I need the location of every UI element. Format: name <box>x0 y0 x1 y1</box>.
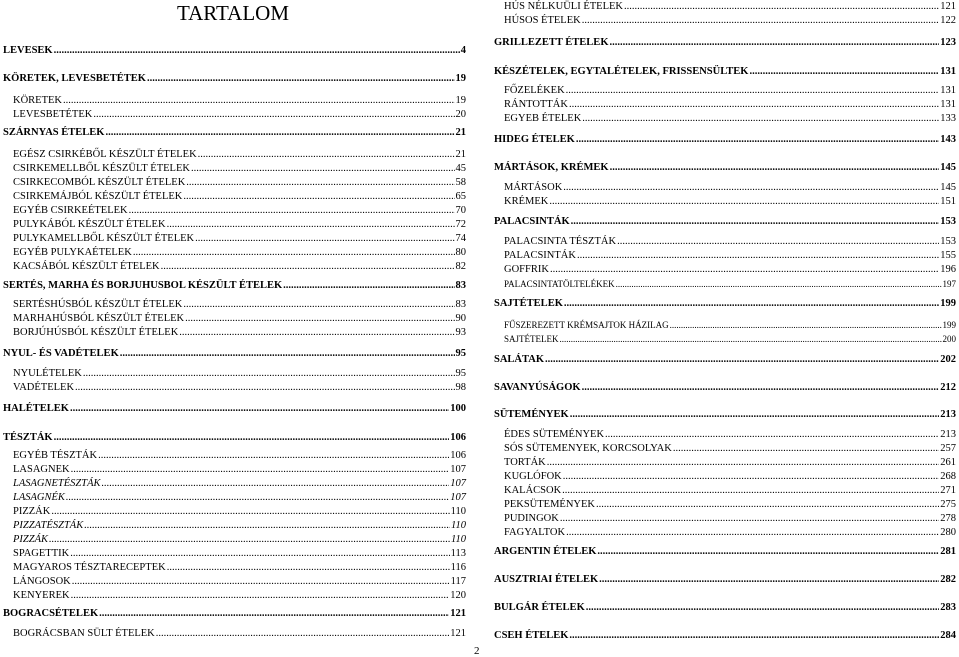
toc-leader-dots <box>70 403 449 415</box>
toc-entry-page-number: 82 <box>455 261 466 272</box>
toc-entry-page-number: 90 <box>455 313 466 324</box>
toc-entry-page-number: 110 <box>451 520 466 531</box>
toc-leader-dots <box>283 280 454 292</box>
toc-leader-dots <box>185 313 454 325</box>
toc-entry-page-number: 200 <box>942 334 956 344</box>
right-toc-entry[interactable] <box>504 182 956 194</box>
toc-leader-dots <box>51 506 449 518</box>
left-toc-entry[interactable] <box>13 233 466 245</box>
toc-entry-label: FŐZELÉKEK <box>504 85 565 96</box>
left-toc-entry[interactable] <box>13 520 466 532</box>
toc-entry-label: AUSZTRIAI ÉTELEK <box>494 574 599 585</box>
toc-entry-label: BULGÁR ÉTELEK <box>494 602 585 613</box>
toc-entry-page-number: 261 <box>940 457 956 468</box>
right-toc-entry[interactable] <box>504 99 956 111</box>
right-toc-entry[interactable] <box>504 113 956 125</box>
toc-leader-dots <box>105 127 454 139</box>
toc-leader-dots <box>560 333 942 345</box>
right-toc-entry[interactable] <box>504 471 956 483</box>
toc-leader-dots <box>616 278 942 290</box>
left-toc-entry[interactable] <box>3 432 466 444</box>
toc-leader-dots <box>63 95 455 107</box>
toc-entry-label: PALACSINTATÖLTELÉKEK <box>504 279 615 289</box>
toc-leader-dots <box>566 85 940 97</box>
toc-entry-label: SALÁTAK <box>494 354 544 365</box>
toc-entry-label: HÚSOS ÉTELEK <box>504 15 581 26</box>
toc-leader-dots <box>582 113 939 125</box>
toc-entry-page-number: 74 <box>455 233 466 244</box>
left-toc-entry[interactable] <box>3 73 466 85</box>
right-toc-entry[interactable] <box>504 499 956 511</box>
toc-entry-page-number: 121 <box>450 628 466 639</box>
right-toc-entry[interactable] <box>494 630 956 642</box>
toc-entry-page-number: 196 <box>940 264 956 275</box>
toc-leader-dots <box>66 492 449 504</box>
toc-entry-label: VADÉTELEK <box>13 382 75 393</box>
toc-entry-page-number: 107 <box>450 464 466 475</box>
toc-entry-page-number: 45 <box>455 163 466 174</box>
toc-entry-page-number: 95 <box>455 368 466 379</box>
toc-entry-label: PUDINGOK <box>504 513 559 524</box>
toc-entry-label: TORTÁK <box>504 457 546 468</box>
toc-leader-dots <box>99 608 449 620</box>
toc-entry-page-number: 131 <box>940 99 956 110</box>
right-toc-entry[interactable] <box>504 333 956 345</box>
toc-entry-label: KALÁCSOK <box>504 485 562 496</box>
toc-leader-dots <box>564 298 939 310</box>
left-toc-entry[interactable] <box>13 506 466 518</box>
toc-entry-page-number: 122 <box>940 15 956 26</box>
toc-entry-label: CSEH ÉTELEK <box>494 630 569 641</box>
toc-entry-label: SÜTEMÉNYEK <box>494 409 569 420</box>
toc-entry-label: MÁRTÁSOK <box>504 182 563 193</box>
toc-entry-page-number: 20 <box>455 109 466 120</box>
toc-leader-dots <box>673 443 939 455</box>
toc-entry-label: EGYEB ÉTELEK <box>504 113 582 124</box>
right-toc-entry[interactable] <box>504 429 956 441</box>
toc-leader-dots <box>54 432 450 444</box>
toc-entry-label: ÉDES SÜTEMÉNYEK <box>504 429 605 440</box>
toc-leader-dots <box>550 264 939 276</box>
toc-entry-page-number: 271 <box>940 485 956 496</box>
toc-entry-page-number: 19 <box>455 73 466 84</box>
left-toc-entry[interactable] <box>13 590 466 602</box>
toc-entry-page-number: 202 <box>940 354 956 365</box>
toc-leader-dots <box>569 99 939 111</box>
toc-entry-label: CSIRKEMELLBŐL KÉSZÜLT ÉTELEK <box>13 163 190 174</box>
left-toc-entry[interactable] <box>3 348 466 360</box>
right-toc-entry[interactable] <box>504 527 956 539</box>
toc-entry-page-number: 282 <box>940 574 956 585</box>
toc-entry-page-number: 4 <box>460 45 466 56</box>
left-toc-entry[interactable] <box>13 177 466 189</box>
toc-entry-page-number: 107 <box>450 492 466 503</box>
toc-leader-dots <box>547 457 939 469</box>
toc-entry-page-number: 21 <box>455 127 466 138</box>
toc-entry-page-number: 117 <box>450 576 466 587</box>
toc-entry-page-number: 145 <box>940 182 956 193</box>
toc-leader-dots <box>597 546 939 558</box>
right-toc-entry[interactable] <box>504 278 956 290</box>
left-toc-entry[interactable] <box>3 45 466 57</box>
toc-entry-label: LÁNGOSOK <box>13 576 71 587</box>
toc-leader-dots <box>183 299 454 311</box>
toc-entry-page-number: 155 <box>940 250 956 261</box>
left-toc-entry[interactable] <box>13 628 466 640</box>
toc-entry-label: LASAGNEK <box>13 464 70 475</box>
toc-entry-label: NYUL- ÉS VADÉTELEK <box>3 348 119 359</box>
toc-leader-dots <box>179 327 454 339</box>
toc-leader-dots <box>183 191 454 203</box>
toc-entry-label: BORJÚHÚSBÓL KÉSZÜLT ÉTELEK <box>13 327 179 338</box>
toc-entry-page-number: 113 <box>450 548 466 559</box>
toc-entry-page-number: 280 <box>940 527 956 538</box>
left-toc-entry[interactable] <box>13 205 466 217</box>
toc-entry-page-number: 98 <box>455 382 466 393</box>
toc-leader-dots <box>571 216 940 228</box>
right-toc-entry[interactable] <box>494 546 956 558</box>
toc-entry-label: SÓS SÜTEMENYEK, KORCSOLYAK <box>504 443 672 454</box>
toc-entry-label: KÖRETEK, LEVESBETÉTEK <box>3 73 146 84</box>
toc-entry-label: EGYÉB TÉSZTÁK <box>13 450 98 461</box>
toc-leader-dots <box>560 513 939 525</box>
left-toc-entry[interactable] <box>13 109 466 121</box>
toc-leader-dots <box>186 177 454 189</box>
left-toc-entry[interactable] <box>13 548 466 560</box>
left-toc-entry[interactable] <box>13 534 466 546</box>
toc-leader-dots <box>161 261 455 273</box>
toc-leader-dots <box>102 478 450 490</box>
right-toc-entry[interactable] <box>494 354 956 366</box>
toc-entry-label: MÁRTÁSOK, KRÉMEK <box>494 162 609 173</box>
left-toc-entry[interactable] <box>13 149 466 161</box>
right-toc-entry[interactable] <box>504 236 956 248</box>
right-toc-entry[interactable] <box>504 457 956 469</box>
toc-leader-dots <box>617 236 939 248</box>
toc-entry-label: SERTÉSHÚSBÓL KÉSZÜLT ÉTELEK <box>13 299 183 310</box>
left-toc-entry[interactable] <box>13 576 466 588</box>
toc-leader-dots <box>191 163 455 175</box>
right-toc-entry[interactable] <box>494 602 956 614</box>
toc-entry-page-number: 275 <box>940 499 956 510</box>
left-toc-entry[interactable] <box>3 127 466 139</box>
toc-entry-label: EGYÉB CSIRKEÉTELEK <box>13 205 128 216</box>
toc-leader-dots <box>167 219 455 231</box>
toc-leader-dots <box>84 520 450 532</box>
toc-entry-page-number: 145 <box>940 162 956 173</box>
toc-leader-dots <box>156 628 449 640</box>
right-toc-entry[interactable] <box>504 443 956 455</box>
toc-entry-page-number: 100 <box>450 403 466 414</box>
right-toc-entry[interactable] <box>504 1 956 13</box>
right-toc-entry[interactable] <box>494 382 956 394</box>
toc-entry-page-number: 21 <box>455 149 466 160</box>
toc-leader-dots <box>71 590 450 602</box>
toc-entry-label: KUGLÓFOK <box>504 471 562 482</box>
toc-entry-label: KRÉMEK <box>504 196 549 207</box>
right-toc-entry[interactable] <box>494 134 956 146</box>
toc-leader-dots <box>70 548 449 560</box>
toc-entry-page-number: 153 <box>940 216 956 227</box>
toc-entry-page-number: 106 <box>450 432 466 443</box>
toc-leader-dots <box>749 66 939 78</box>
toc-entry-page-number: 131 <box>940 85 956 96</box>
toc-entry-label: PIZZÁK <box>13 506 51 517</box>
toc-entry-label: SAVANYÚSÁGOK <box>494 382 581 393</box>
toc-entry-label: PULYKÁBÓL KÉSZÜLT ÉTELEK <box>13 219 166 230</box>
toc-entry-page-number: 268 <box>940 471 956 482</box>
left-toc-entry[interactable] <box>13 191 466 203</box>
left-toc-entry[interactable] <box>13 464 466 476</box>
toc-entry-page-number: 153 <box>940 236 956 247</box>
left-toc-entry[interactable] <box>13 313 466 325</box>
toc-entry-page-number: 121 <box>940 1 956 12</box>
toc-entry-label: FŰSZEREZETT KRÉMSAJTOK HÁZILAG <box>504 320 669 330</box>
toc-entry-page-number: 95 <box>455 348 466 359</box>
left-toc-entry[interactable] <box>13 382 466 394</box>
toc-leader-dots <box>98 450 449 462</box>
right-toc-entry[interactable] <box>504 513 956 525</box>
toc-entry-page-number: 80 <box>455 247 466 258</box>
toc-entry-label: EGÉSZ CSIRKÉBŐL KÉSZÜLT ÉTELEK <box>13 149 197 160</box>
toc-leader-dots <box>599 574 939 586</box>
right-toc-entry[interactable] <box>504 196 956 208</box>
left-toc-entry[interactable] <box>13 247 466 259</box>
right-toc-entry[interactable] <box>494 66 956 78</box>
toc-entry-label: PEKSÜTEMÉNYEK <box>504 499 595 510</box>
toc-entry-page-number: 72 <box>455 219 466 230</box>
toc-leader-dots <box>570 409 940 421</box>
left-toc-entry[interactable] <box>3 403 466 415</box>
toc-entry-label: KÉSZÉTELEK, EGYTALÉTELEK, FRISSENSÜLTEK <box>494 66 749 77</box>
toc-entry-label: EGYÉB PULYKAÉTELEK <box>13 247 132 258</box>
toc-entry-label: SPAGETTIK <box>13 548 70 559</box>
toc-entry-page-number: 278 <box>940 513 956 524</box>
left-toc-entry[interactable] <box>13 219 466 231</box>
toc-leader-dots <box>147 73 455 85</box>
toc-entry-page-number: 123 <box>940 37 956 48</box>
toc-leader-dots <box>670 319 942 331</box>
toc-entry-page-number: 120 <box>450 590 466 601</box>
toc-entry-page-number: 116 <box>450 562 466 573</box>
toc-entry-label: HIDEG ÉTELEK <box>494 134 575 145</box>
toc-entry-page-number: 106 <box>450 450 466 461</box>
toc-leader-dots <box>563 471 940 483</box>
toc-leader-dots <box>610 162 940 174</box>
toc-entry-page-number: 93 <box>455 327 466 338</box>
left-toc-entry[interactable] <box>13 450 466 462</box>
toc-leader-dots <box>49 534 450 546</box>
left-toc-entry[interactable] <box>13 492 466 504</box>
toc-entry-page-number: 133 <box>940 113 956 124</box>
right-toc-entry[interactable] <box>504 250 956 262</box>
left-toc-entry[interactable] <box>13 368 466 380</box>
left-toc-entry[interactable] <box>13 562 466 574</box>
toc-entry-page-number: 284 <box>940 630 956 641</box>
toc-leader-dots <box>120 348 455 360</box>
toc-entry-label: LEVESEK <box>3 45 53 56</box>
toc-entry-label: NYULÉTELEK <box>13 368 82 379</box>
right-toc-entry[interactable] <box>504 485 956 497</box>
toc-entry-label: HÚS NÉLKUÜLI ÉTELEK <box>504 1 623 12</box>
toc-leader-dots <box>609 37 939 49</box>
toc-entry-label: BOGRÁCSBAN SÜLT ÉTELEK <box>13 628 155 639</box>
toc-leader-dots <box>545 354 939 366</box>
toc-entry-page-number: 257 <box>940 443 956 454</box>
toc-entry-page-number: 83 <box>455 299 466 310</box>
toc-entry-label: SZÁRNYAS ÉTELEK <box>3 127 105 138</box>
toc-entry-page-number: 19 <box>455 95 466 106</box>
toc-leader-dots <box>72 576 450 588</box>
toc-entry-label: CSIRKEMÁJBÓL KÉSZÜLT ÉTELEK <box>13 191 183 202</box>
toc-entry-label: TÉSZTÁK <box>3 432 53 443</box>
toc-leader-dots <box>577 250 939 262</box>
toc-entry-label: SAJTÉTELEK <box>504 334 559 344</box>
toc-leader-dots <box>71 464 450 476</box>
toc-entry-label: PALACSINTA TÉSZTÁK <box>504 236 617 247</box>
toc-entry-page-number: 197 <box>942 279 956 289</box>
right-toc-entry[interactable] <box>494 216 956 228</box>
right-toc-entry[interactable] <box>504 15 956 27</box>
toc-entry-page-number: 131 <box>940 66 956 77</box>
toc-leader-dots <box>624 1 939 13</box>
toc-leader-dots <box>93 109 454 121</box>
toc-entry-page-number: 199 <box>940 298 956 309</box>
toc-entry-label: KACSÁBÓL KÉSZÜLT ÉTELEK <box>13 261 160 272</box>
right-toc-entry[interactable] <box>494 409 956 421</box>
toc-entry-label: PIZZATÉSZTÁK <box>13 520 84 531</box>
left-toc-entry[interactable] <box>13 478 466 490</box>
page-number: 2 <box>474 645 480 657</box>
toc-entry-label: SERTÉS, MARHA ÉS BORJUHUSBOL KÉSZÜLT ÉTELEK <box>3 280 283 291</box>
toc-entry-label: LEVESBETÉTEK <box>13 109 93 120</box>
toc-leader-dots <box>563 182 939 194</box>
right-toc-entry[interactable] <box>494 37 956 49</box>
toc-entry-label: LASAGNÉK <box>13 492 65 503</box>
toc-entry-page-number: 199 <box>942 320 956 330</box>
left-toc-entry[interactable] <box>3 280 466 292</box>
toc-entry-label: LASAGNETÉSZTÁK <box>13 478 101 489</box>
right-toc-entry[interactable] <box>504 264 956 276</box>
toc-leader-dots <box>586 602 940 614</box>
toc-entry-page-number: 283 <box>940 602 956 613</box>
toc-leader-dots <box>569 630 939 642</box>
page-title: TARTALOM <box>176 1 290 25</box>
toc-entry-page-number: 107 <box>450 478 466 489</box>
toc-entry-page-number: 70 <box>455 205 466 216</box>
toc-leader-dots <box>605 429 939 441</box>
toc-entry-label: MAGYAROS TÉSZTARECEPTEK <box>13 562 166 573</box>
toc-entry-page-number: 213 <box>940 429 956 440</box>
toc-entry-label: MARHAHÚSBÓL KÉSZÜLT ÉTELEK <box>13 313 185 324</box>
right-toc-entry[interactable] <box>504 319 956 331</box>
toc-entry-page-number: 143 <box>940 134 956 145</box>
left-toc-entry[interactable] <box>13 327 466 339</box>
toc-entry-label: GRILLEZETT ÉTELEK <box>494 37 609 48</box>
toc-entry-label: CSIRKECOMBÓL KÉSZÜLT ÉTELEK <box>13 177 186 188</box>
toc-leader-dots <box>129 205 455 217</box>
right-toc-entry[interactable] <box>504 85 956 97</box>
toc-entry-label: ARGENTIN ÉTELEK <box>494 546 597 557</box>
toc-entry-label: KENYEREK <box>13 590 70 601</box>
left-toc-entry[interactable] <box>3 608 466 620</box>
toc-entry-page-number: 151 <box>940 196 956 207</box>
toc-entry-page-number: 213 <box>940 409 956 420</box>
toc-leader-dots <box>195 233 454 245</box>
toc-leader-dots <box>562 485 939 497</box>
toc-entry-label: RÁNTOTTÁK <box>504 99 568 110</box>
left-toc-entry[interactable] <box>13 95 466 107</box>
toc-leader-dots <box>75 382 454 394</box>
left-toc-entry[interactable] <box>13 299 466 311</box>
right-toc-entry[interactable] <box>494 298 956 310</box>
toc-entry-label: HALÉTELEK <box>3 403 69 414</box>
toc-entry-page-number: 212 <box>940 382 956 393</box>
toc-entry-label: PIZZÁK <box>13 534 49 545</box>
toc-leader-dots <box>566 527 939 539</box>
toc-entry-label: SAJTÉTELEK <box>494 298 563 309</box>
toc-entry-page-number: 121 <box>450 608 466 619</box>
toc-leader-dots <box>83 368 455 380</box>
toc-entry-page-number: 281 <box>940 546 956 557</box>
toc-entry-label: PULYKAMELLBŐL KÉSZÜLT ÉTELEK <box>13 233 195 244</box>
toc-entry-label: KÖRETEK <box>13 95 62 106</box>
toc-entry-page-number: 110 <box>451 534 466 545</box>
toc-entry-page-number: 65 <box>455 191 466 202</box>
toc-leader-dots <box>596 499 939 511</box>
toc-leader-dots <box>582 382 940 394</box>
toc-leader-dots <box>133 247 455 259</box>
left-toc-entry[interactable] <box>13 163 466 175</box>
toc-leader-dots <box>167 562 450 574</box>
toc-entry-page-number: 110 <box>450 506 466 517</box>
toc-entry-label: FAGYALTOK <box>504 527 566 538</box>
toc-entry-label: BOGRACSÉTELEK <box>3 608 99 619</box>
toc-entry-label: PALACSINTÁK <box>504 250 576 261</box>
toc-leader-dots <box>549 196 939 208</box>
toc-entry-page-number: 58 <box>455 177 466 188</box>
toc-entry-label: PALACSINTÁK <box>494 216 570 227</box>
toc-leader-dots <box>198 149 455 161</box>
toc-leader-dots <box>582 15 940 27</box>
toc-leader-dots <box>54 45 460 57</box>
toc-entry-page-number: 83 <box>455 280 466 291</box>
right-toc-entry[interactable] <box>494 574 956 586</box>
toc-leader-dots <box>576 134 939 146</box>
toc-entry-label: GOFFRIK <box>504 264 549 275</box>
right-toc-entry[interactable] <box>494 162 956 174</box>
left-toc-entry[interactable] <box>13 261 466 273</box>
